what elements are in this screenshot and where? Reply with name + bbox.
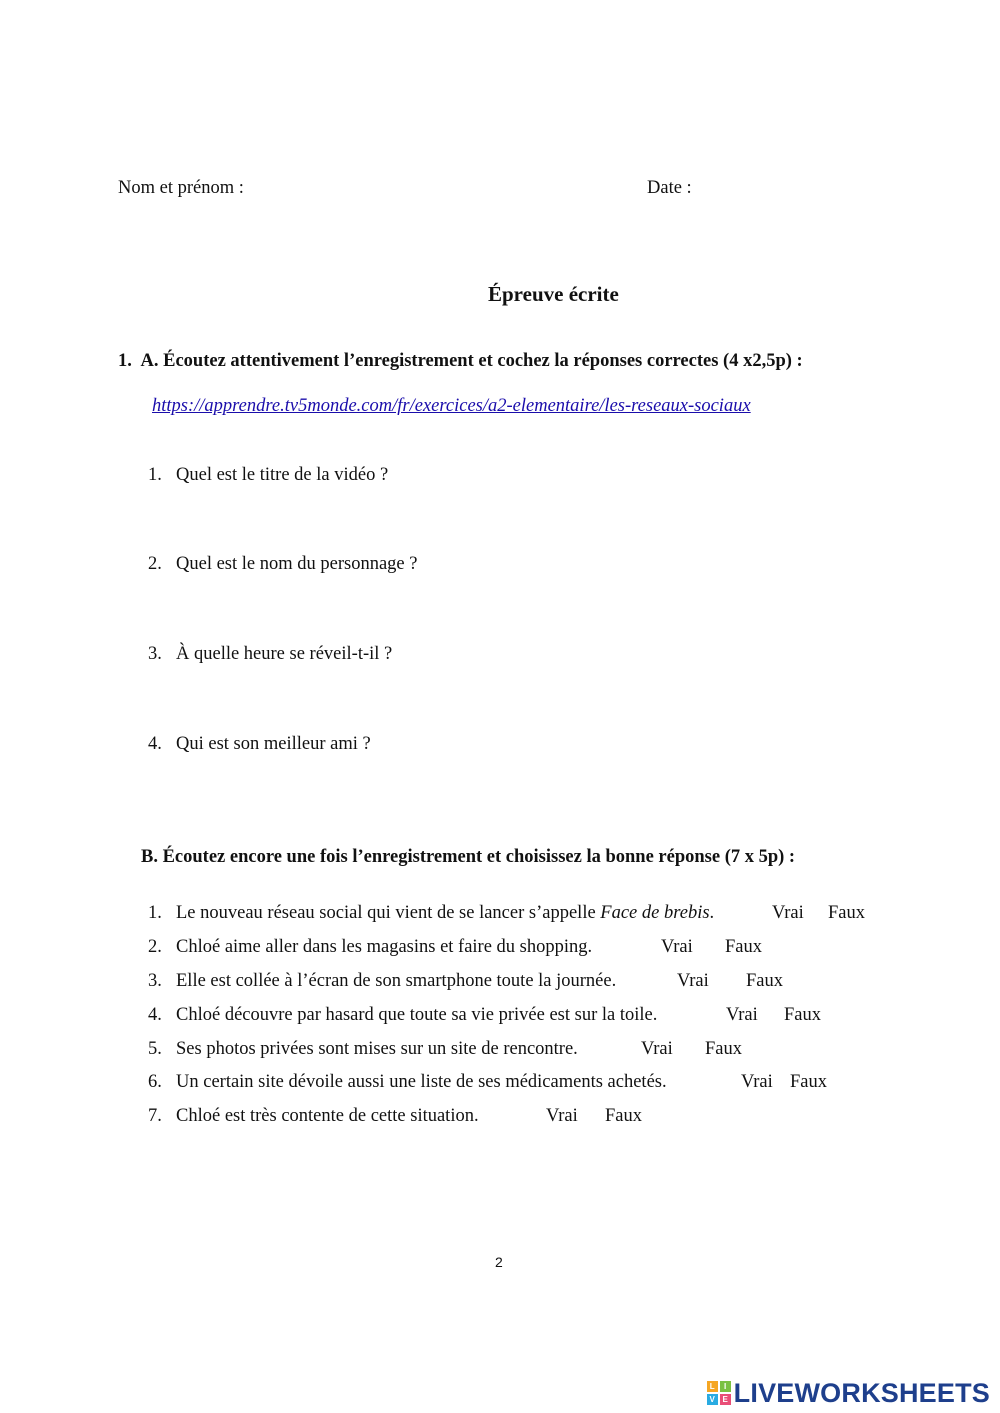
logo-text: LIVEWORKSHEETS xyxy=(733,1377,990,1408)
statement-number: 1. xyxy=(148,903,162,923)
statement-6 xyxy=(148,1072,667,1093)
question-number: 1. xyxy=(148,465,162,485)
statement-text: Chloé est très contente de cette situation. xyxy=(176,1106,479,1126)
question-1 xyxy=(148,465,388,486)
vrai-option-1[interactable]: Vrai xyxy=(772,903,804,923)
statement-text: Chloé découvre par hasard que toute sa vie privée est sur la toile. xyxy=(176,1005,658,1025)
question-2 xyxy=(148,554,417,575)
section-number: 1. xyxy=(118,351,132,371)
statement-text: Ses photos privées sont mises sur un site de rencontre. xyxy=(176,1039,578,1059)
faux-option-1[interactable]: Faux xyxy=(828,903,865,923)
logo-letter: I xyxy=(720,1381,731,1392)
logo-letter: E xyxy=(720,1394,731,1405)
vrai-option-5[interactable]: Vrai xyxy=(641,1039,673,1059)
question-text: Qui est son meilleur ami ? xyxy=(176,734,371,754)
statement-number: 4. xyxy=(148,1005,162,1025)
faux-option-5[interactable]: Faux xyxy=(705,1039,742,1059)
name-label: Nom et prénom : xyxy=(118,178,244,198)
statement-text: Elle est collée à l’écran de son smartphone toute la journée. xyxy=(176,971,617,991)
statement-number: 7. xyxy=(148,1106,162,1126)
faux-option-7[interactable]: Faux xyxy=(605,1106,642,1126)
video-link[interactable]: https://apprendre.tv5monde.com/fr/exercices/a2-elementaire/les-reseaux-sociaux xyxy=(152,396,751,416)
statement-text: Chloé aime aller dans les magasins et faire du shopping. xyxy=(176,937,593,957)
section-a-heading xyxy=(118,351,803,372)
logo-mark-icon xyxy=(707,1381,731,1405)
vrai-option-7[interactable]: Vrai xyxy=(546,1106,578,1126)
faux-option-6[interactable]: Faux xyxy=(790,1072,827,1092)
statement-2 xyxy=(148,937,592,958)
vrai-option-3[interactable]: Vrai xyxy=(677,971,709,991)
section-a-heading-text: A. Écoutez attentivement l’enregistrement et cochez la réponses correctes (4 x2,5p) : xyxy=(140,351,803,371)
statement-number: 6. xyxy=(148,1072,162,1092)
statement-italic: Face de brebis xyxy=(600,903,710,923)
faux-option-3[interactable]: Faux xyxy=(746,971,783,991)
statement-3 xyxy=(148,971,616,992)
statement-number: 2. xyxy=(148,937,162,957)
liveworksheets-logo[interactable] xyxy=(707,1376,990,1410)
question-number: 3. xyxy=(148,644,162,664)
faux-option-2[interactable]: Faux xyxy=(725,937,762,957)
statement-text: Un certain site dévoile aussi une liste de ses médicaments achetés. xyxy=(176,1072,667,1092)
logo-letter: L xyxy=(707,1381,718,1392)
statement-text: Le nouveau réseau social qui vient de se lancer s’appelle xyxy=(176,903,601,923)
question-text: Quel est le titre de la vidéo ? xyxy=(176,465,389,485)
vrai-option-6[interactable]: Vrai xyxy=(741,1072,773,1092)
statement-number: 5. xyxy=(148,1039,162,1059)
question-4 xyxy=(148,734,371,755)
page-title: Épreuve écrite xyxy=(488,282,619,306)
faux-option-4[interactable]: Faux xyxy=(784,1005,821,1025)
statement-7 xyxy=(148,1106,479,1127)
statement-5 xyxy=(148,1039,578,1060)
question-text: À quelle heure se réveil-t-il ? xyxy=(176,644,393,664)
page-number: 2 xyxy=(495,1254,503,1270)
question-3 xyxy=(148,644,392,665)
statement-4 xyxy=(148,1005,657,1026)
statement-1 xyxy=(148,903,714,924)
date-label: Date : xyxy=(647,178,692,198)
statement-punct: . xyxy=(709,903,715,923)
question-text: Quel est le nom du personnage ? xyxy=(176,554,418,574)
logo-letter: V xyxy=(707,1394,718,1405)
statement-number: 3. xyxy=(148,971,162,991)
vrai-option-2[interactable]: Vrai xyxy=(661,937,693,957)
question-number: 2. xyxy=(148,554,162,574)
question-number: 4. xyxy=(148,734,162,754)
vrai-option-4[interactable]: Vrai xyxy=(726,1005,758,1025)
section-b-heading: B. Écoutez encore une fois l’enregistrement et choisissez la bonne réponse (7 x 5p) : xyxy=(141,847,796,867)
